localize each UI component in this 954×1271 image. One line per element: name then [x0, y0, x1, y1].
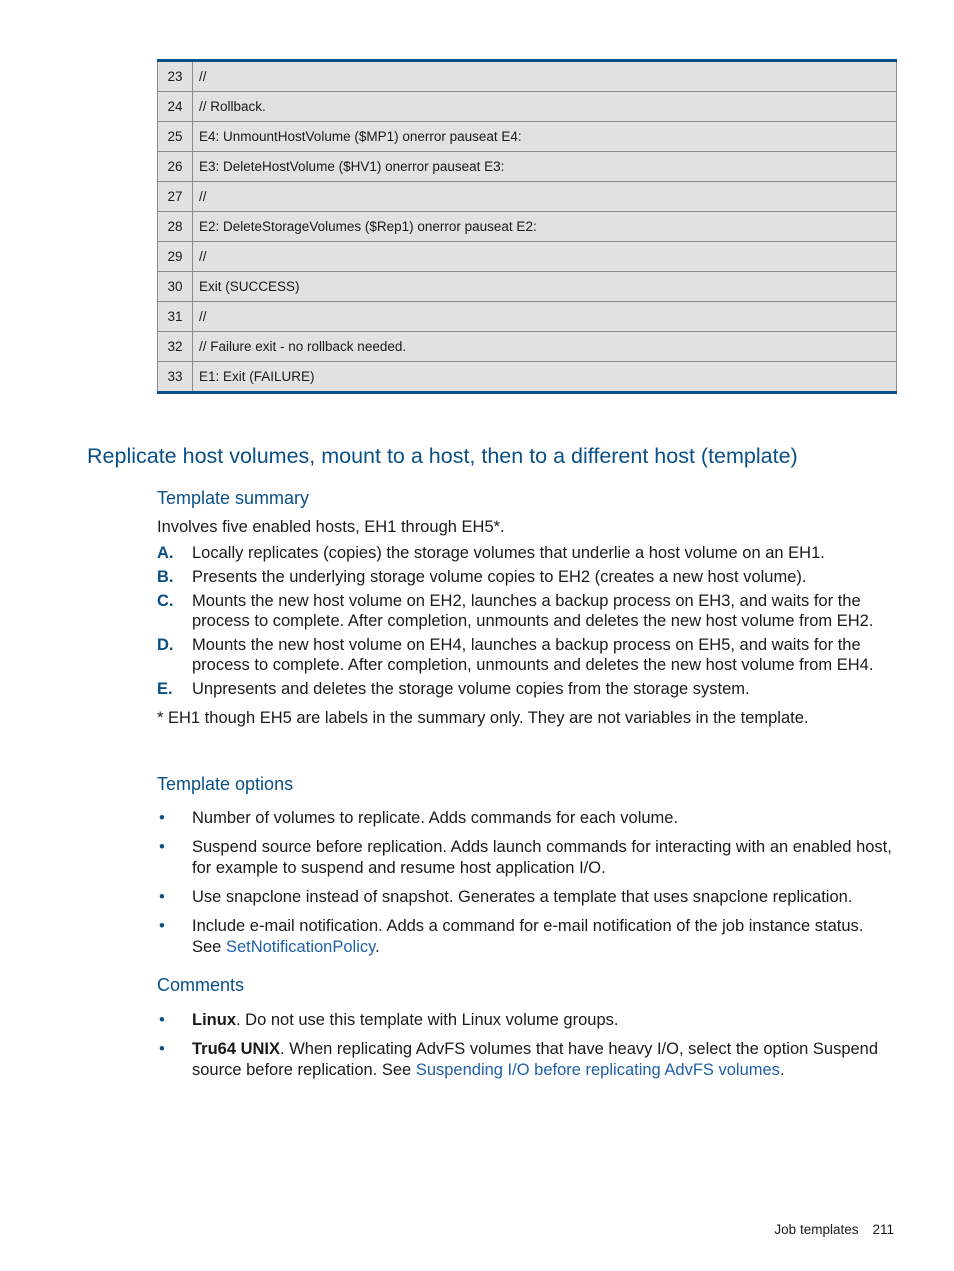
table-row	[158, 61, 897, 92]
suspending-io-link[interactable]: Suspending I/O before replicating AdvFS volumes	[415, 1061, 780, 1079]
bullet-icon: •	[159, 1040, 165, 1058]
table-row	[158, 122, 897, 152]
step-letter: E.	[157, 680, 173, 698]
code-line: E1: Exit (FAILURE)	[193, 362, 897, 393]
line-number: 27	[158, 182, 193, 212]
table-row	[158, 272, 897, 302]
table-row	[158, 92, 897, 122]
option-text: Suspend source before replication. Adds launch commands for interacting with an enabled host, for example to suspend and resume host application I/O.	[192, 838, 892, 877]
template-summary-heading: Template summary	[157, 488, 310, 508]
code-line: Exit (SUCCESS)	[193, 272, 897, 302]
list-item	[157, 1039, 897, 1081]
line-number: 28	[158, 212, 193, 242]
comment-term: Tru64 UNIX	[192, 1040, 281, 1058]
list-item	[157, 543, 897, 563]
step-text: Mounts the new host volume on EH2, launches a backup process on EH3, and waits for the process to complete. After completion, unmounts and deletes the new host volume from EH2.	[192, 592, 874, 630]
code-line: //	[193, 61, 897, 92]
step-letter: C.	[157, 592, 174, 610]
option-text-after: .	[375, 938, 380, 956]
summary-intro: Involves five enabled hosts, EH1 through EH5*.	[157, 518, 505, 536]
list-item	[157, 591, 897, 631]
option-text: Number of volumes to replicate. Adds commands for each volume.	[192, 809, 679, 827]
step-text: Presents the underlying storage volume copies to EH2 (creates a new host volume).	[192, 568, 807, 586]
step-letter: B.	[157, 568, 174, 586]
footer-label: Job templates	[774, 1222, 859, 1237]
list-item	[157, 916, 897, 958]
comments-list	[157, 1010, 897, 1089]
table-row	[158, 182, 897, 212]
list-item	[157, 567, 897, 587]
bullet-icon: •	[159, 809, 165, 827]
step-text: Locally replicates (copies) the storage volumes that underlie a host volume on an EH1.	[192, 544, 825, 562]
comment-text-after: .	[779, 1061, 785, 1079]
comments-heading: Comments	[157, 975, 245, 995]
table-row	[158, 242, 897, 272]
bullet-icon: •	[159, 838, 165, 856]
table-row	[158, 362, 897, 393]
step-letter: A.	[157, 544, 174, 562]
section-title: Replicate host volumes, mount to a host, then to a different host (template)	[87, 444, 798, 468]
option-text: Include e-mail notification. Adds a command for e-mail notification of the job instance status. See	[192, 917, 864, 956]
code-line: E2: DeleteStorageVolumes ($Rep1) onerror pauseat E2:	[193, 212, 897, 242]
table-row	[158, 332, 897, 362]
code-listing-table	[157, 59, 897, 394]
line-number: 24	[158, 92, 193, 122]
step-text: Unpresents and deletes the storage volume copies from the storage system.	[192, 680, 750, 698]
table-row	[158, 152, 897, 182]
code-line: //	[193, 242, 897, 272]
list-item	[157, 808, 897, 829]
list-item	[157, 679, 897, 699]
code-line: E3: DeleteHostVolume ($HV1) onerror pauseat E3:	[193, 152, 897, 182]
list-item	[157, 887, 897, 908]
code-line: //	[193, 182, 897, 212]
set-notification-policy-link[interactable]: SetNotificationPolicy	[225, 938, 376, 956]
table-row	[158, 302, 897, 332]
code-line: //	[193, 302, 897, 332]
page-footer	[774, 1222, 894, 1237]
bullet-icon: •	[159, 888, 165, 906]
list-item	[157, 837, 897, 879]
step-text: Mounts the new host volume on EH4, launches a backup process on EH5, and waits for the process to complete. After completion, unmounts and deletes the new host volume from EH4.	[192, 636, 874, 674]
line-number: 26	[158, 152, 193, 182]
comment-text: . Do not use this template with Linux volume groups.	[236, 1011, 619, 1029]
line-number: 25	[158, 122, 193, 152]
list-item	[157, 1010, 897, 1031]
bullet-icon: •	[159, 1011, 165, 1029]
code-line: // Rollback.	[193, 92, 897, 122]
template-options-heading: Template options	[157, 774, 294, 794]
list-item	[157, 635, 897, 675]
summary-note: * EH1 though EH5 are labels in the summary only. They are not variables in the template.	[157, 709, 809, 727]
line-number: 31	[158, 302, 193, 332]
line-number: 23	[158, 61, 193, 92]
summary-steps	[157, 543, 897, 703]
line-number: 33	[158, 362, 193, 393]
line-number: 29	[158, 242, 193, 272]
page-number: 211	[872, 1222, 894, 1237]
comment-text: . When replicating AdvFS volumes that have heavy I/O, select the option Suspend source before replication. See	[192, 1040, 879, 1079]
step-letter: D.	[157, 636, 174, 654]
table-row	[158, 212, 897, 242]
line-number: 30	[158, 272, 193, 302]
options-list	[157, 808, 897, 966]
comment-term: Linux	[192, 1011, 236, 1029]
code-line: // Failure exit - no rollback needed.	[193, 332, 897, 362]
code-line: E4: UnmountHostVolume ($MP1) onerror pauseat E4:	[193, 122, 897, 152]
line-number: 32	[158, 332, 193, 362]
bullet-icon: •	[159, 917, 165, 935]
option-text: Use snapclone instead of snapshot. Generates a template that uses snapclone replication.	[192, 888, 853, 906]
